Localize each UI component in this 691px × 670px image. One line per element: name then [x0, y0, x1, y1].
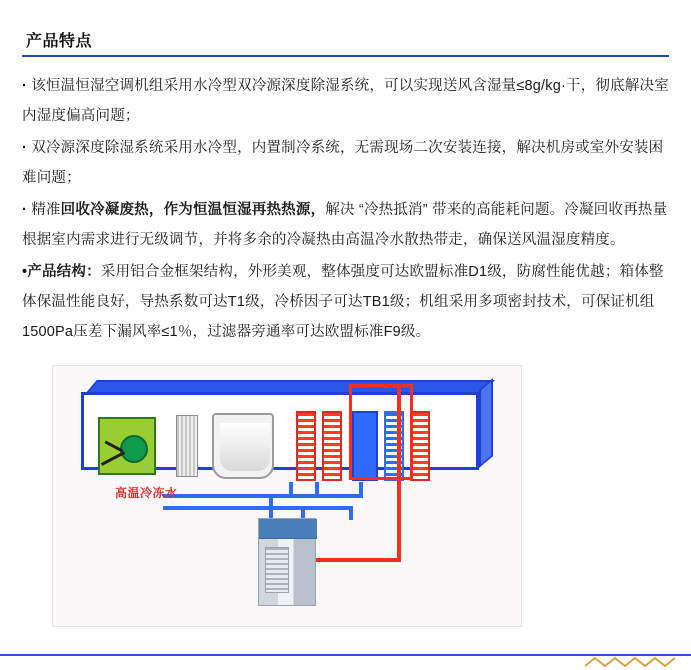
bullet-marker-2: · [22, 140, 28, 156]
chilled-water-pipe-main [163, 494, 363, 498]
paragraph-2-text: 双冷源深度除湿系统采用水冷型，内置制冷系统，无需现场二次安装连接，解决机房或室外安装困难问题； [22, 140, 664, 186]
ahu-casing [81, 392, 479, 470]
paragraph-3-text-b: 解决 “冷热抵消” 带来的高能耗问题。冷凝回收再热量根据室内需求进行无级调节，并将多余的冷凝热由高温冷水散热带走，确保送风温湿度精度。 [22, 202, 668, 248]
fan-wheel-icon [120, 435, 148, 463]
bullet-marker-1: · [22, 78, 28, 94]
condenser-coil [410, 411, 430, 481]
paragraph-4-text: 采用铝合金框架结构，外形美观，整体强度可达欧盟标准D1级，防腐性能优越；箱体整体保温性能良好，导热系数可达T1级，冷桥因子可达TB1级；机组采用多项密封技术，可保证机组1500Pa压差下漏风率≤1％，过滤器旁通率可达欧盟标准F9级。 [22, 264, 664, 340]
air-handling-unit [81, 380, 493, 482]
chiller-louver [265, 547, 289, 593]
pipe-drop-to-chiller [269, 494, 273, 520]
condenser-reheat-coil-2 [322, 411, 342, 481]
body-text [22, 71, 669, 347]
paragraph-4 [22, 257, 669, 347]
hot-gas-pipe-horizontal [315, 558, 401, 562]
hot-gas-pipe-vertical [397, 384, 401, 562]
wave-decoration-icon [585, 654, 675, 670]
paragraph-3 [22, 195, 669, 255]
bullet-marker-3: · [22, 202, 28, 218]
heat-recovery-highlight [349, 384, 413, 480]
page-title: 产品特点 [26, 33, 93, 50]
paragraph-2 [22, 133, 669, 193]
chilled-water-pipe-return [163, 506, 353, 510]
paragraph-3-text-a: 精准 [31, 202, 61, 218]
water-cooled-chiller [258, 518, 316, 606]
bag-filter [212, 413, 274, 479]
pipe-riser-3 [359, 482, 363, 496]
ahu-side-face [479, 378, 493, 468]
pipe-riser-4 [349, 506, 353, 520]
paragraph-1 [22, 71, 669, 131]
system-diagram [52, 365, 522, 627]
bullet-marker-4: • [22, 264, 28, 280]
paragraph-3-text-bold: 回收冷凝废热，作为恒温恒湿再热热源， [60, 202, 326, 218]
paragraph-4-heading: 产品结构： [27, 264, 101, 280]
title-divider [22, 55, 669, 57]
pipe-riser-1 [289, 482, 293, 496]
condenser-reheat-coil [296, 411, 316, 481]
figure-label-chilled-water: 高温冷冻水 [115, 486, 178, 500]
chiller-top-panel [259, 519, 317, 539]
pipe-riser-2 [315, 482, 319, 496]
hot-gas-pipe-top [383, 384, 401, 388]
paragraph-1-text: 该恒温恒湿空调机组采用水冷型双冷源深度除湿系统，可以实现送风含湿量≤8g/kg·干，彻底解决室内湿度偏高问题； [22, 78, 669, 124]
pre-filter [176, 415, 198, 477]
